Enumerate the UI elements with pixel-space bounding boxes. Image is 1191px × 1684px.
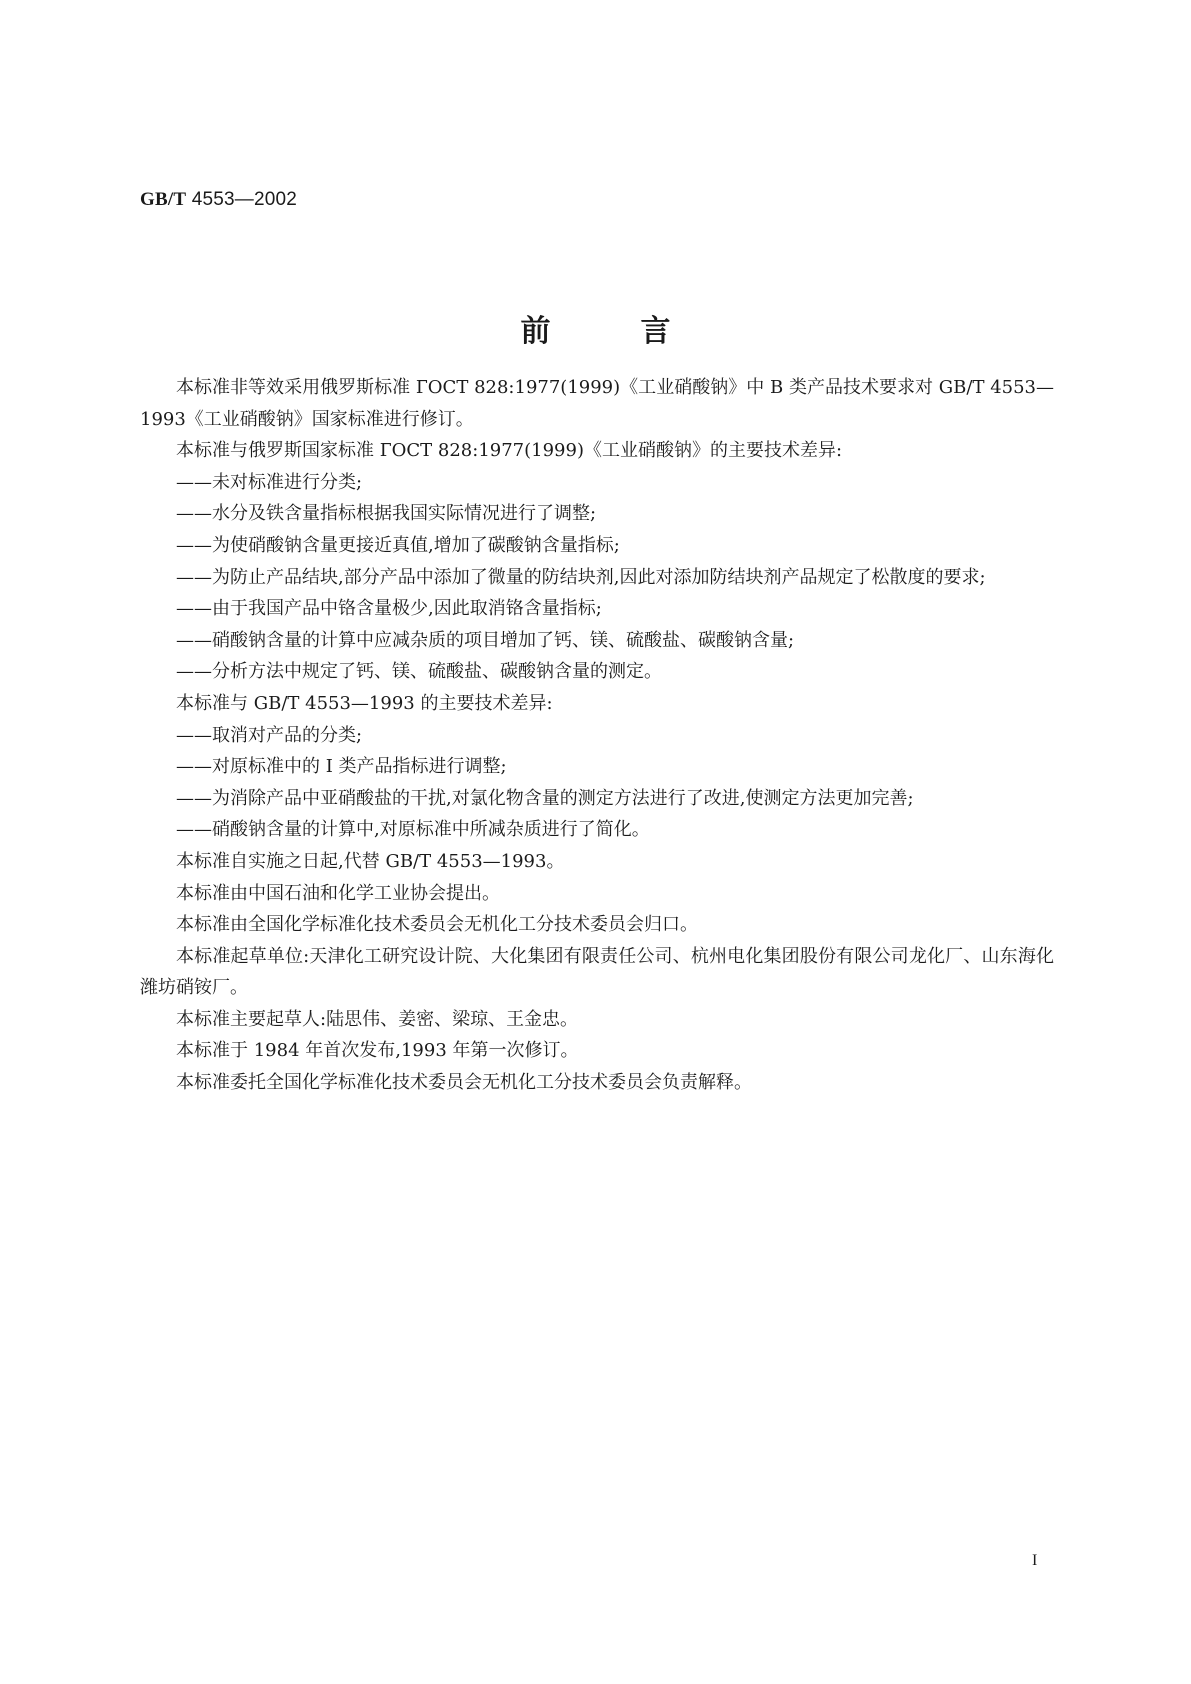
paragraph: 本标准由中国石油和化学工业协会提出。 (176, 882, 500, 904)
paragraph: 本标准于 1984 年首次发布,1993 年第一次修订。 (176, 1040, 579, 1062)
paragraph: 本标准由全国化学标准化技术委员会无机化工分技术委员会归口。 (176, 914, 698, 936)
paragraph: 本标准主要起草人:陆思伟、姜密、梁琼、王金忠。 (176, 1008, 579, 1030)
foreword-body (140, 372, 1054, 1099)
paragraph: 本标准自实施之日起,代替 GB/T 4553—1993。 (176, 850, 565, 872)
paragraph: 本标准起草单位:天津化工研究设计院、大化集团有限责任公司、杭州电化集团股份有限公司龙化厂、山东海化潍坊硝铵厂。 (140, 945, 1054, 999)
list-item: ——为防止产品结块,部分产品中添加了微量的防结块剂,因此对添加防结块剂产品规定了松散度的要求; (176, 566, 986, 588)
list-item: ——硝酸钠含量的计算中应减杂质的项目增加了钙、镁、硫酸盐、碳酸钠含量; (176, 629, 795, 651)
list-item: ——为消除产品中亚硝酸盐的干扰,对氯化物含量的测定方法进行了改进,使测定方法更加完善; (176, 787, 914, 809)
paragraph: 本标准委托全国化学标准化技术委员会无机化工分技术委员会负责解释。 (176, 1072, 752, 1094)
page-title: 前言 (520, 314, 761, 349)
paragraph: 本标准非等效采用俄罗斯标准 ГОСТ 828:1977(1999)《工业硝酸钠》中 B 类产品技术要求对 GB/T 4553—1993《工业硝酸钠》国家标准进行修订。 (140, 377, 1054, 430)
list-item: ——由于我国产品中铬含量极少,因此取消铬含量指标; (176, 598, 602, 620)
standard-code (140, 188, 297, 211)
list-item: ——水分及铁含量指标根据我国实际情况进行了调整; (176, 503, 597, 525)
list-item: ——分析方法中规定了钙、镁、硫酸盐、碳酸钠含量的测定。 (176, 661, 662, 683)
list-item: ——硝酸钠含量的计算中,对原标准中所减杂质进行了简化。 (176, 819, 650, 841)
list-item: ——未对标准进行分类; (176, 471, 363, 493)
paragraph: 本标准与俄罗斯国家标准 ГОСТ 828:1977(1999)《工业硝酸钠》的主要技术差异: (176, 440, 843, 462)
standard-prefix: GB/T (140, 189, 187, 210)
list-item: ——对原标准中的 I 类产品指标进行调整; (176, 756, 507, 778)
list-item: ——取消对产品的分类; (176, 724, 363, 746)
page-number: I (1032, 1552, 1038, 1569)
standard-number: 4553—2002 (186, 189, 298, 210)
paragraph: 本标准与 GB/T 4553—1993 的主要技术差异: (176, 692, 553, 714)
list-item: ——为使硝酸钠含量更接近真值,增加了碳酸钠含量指标; (176, 534, 620, 556)
